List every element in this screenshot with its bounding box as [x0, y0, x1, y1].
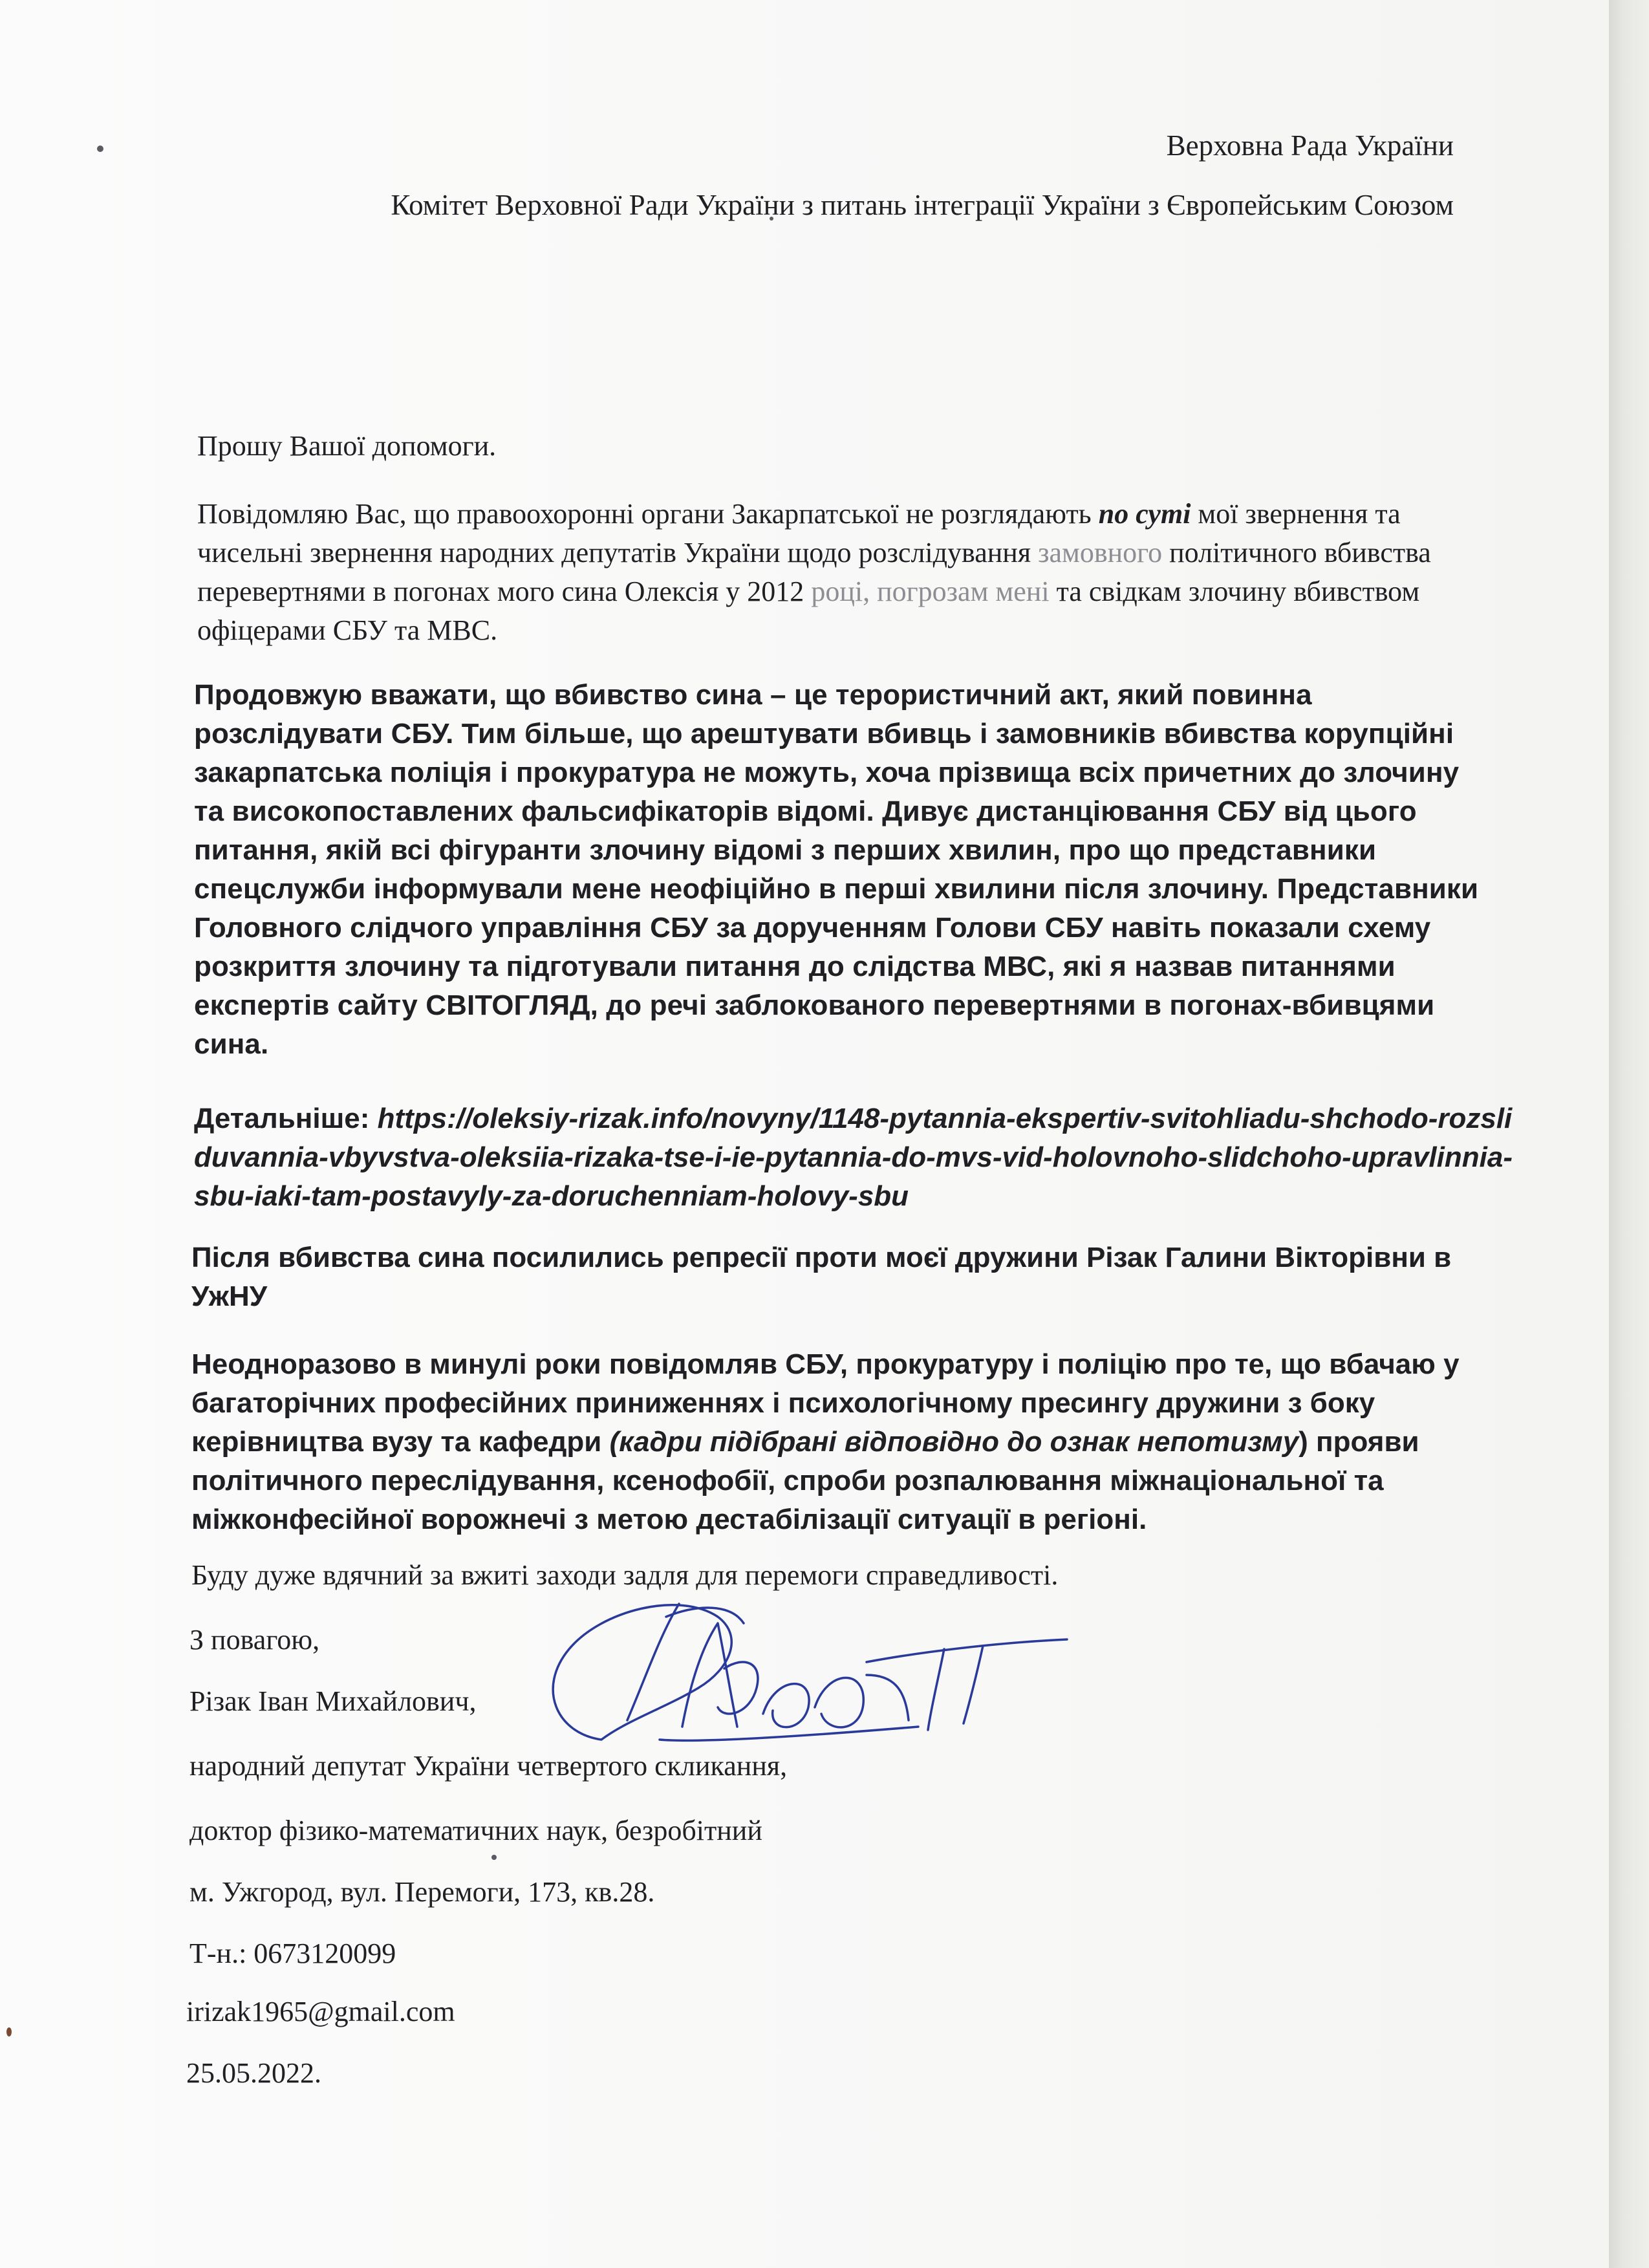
notify-paragraph — [197, 495, 1497, 650]
repression-paragraph: Після вбивства сина посилились репресії проти моєї дружини Різак Галини Вікторівни в УжНУ — [191, 1242, 1452, 1312]
thanks-line: Буду дуже вдячний за вжиті заходи задля для перемоги справедливості. — [191, 1559, 1059, 1591]
details-label: Детальніше: — [194, 1103, 378, 1134]
persecution-text: ) прояви політичного переслідування, ксенофобії, спроби розпалювання міжнаціональної та міжконфесійної ворожнечі з метою дестабілізації ситуації в регіоні. — [191, 1426, 1419, 1535]
handwritten-signature — [530, 1578, 1112, 1759]
notify-emphasis: по суті — [1098, 498, 1191, 530]
signatory-title: народний депутат України четвертого скликання, — [189, 1750, 788, 1782]
persecution-text: Неодноразово в минулі роки повідомляв СБУ, прокуратуру і поліцію про те, що вбачаю у багаторічних професійних приниженнях і психологічному пресингу дружини з боку керівництва вузу та кафедри — [191, 1348, 1460, 1458]
details-paragraph — [194, 1099, 1520, 1216]
signatory-name: Різак Іван Михайлович, — [189, 1685, 477, 1717]
scan-speck — [97, 146, 103, 152]
scan-speck — [491, 1855, 497, 1860]
persecution-italic-note: (кадри підібрані відповідно до ознак непотизму — [609, 1426, 1299, 1458]
notify-text: політичного вбивства перевертнями в погонах мого сина Олексія у 2012 — [197, 537, 1431, 607]
signatory-email: irizak1965@gmail.com — [186, 1996, 455, 2027]
addressee-parliament: Верховна Рада України — [1166, 129, 1454, 162]
details-link[interactable]: https://oleksiy-rizak.info/novyny/1148-pytannia-ekspertiv-svitohliadu-shchodo-rozsliduvannia-vbyvstva-oleksiia-rizaka-tse-i-ie-pytannia-do-mvs-vid-holovnoho-slidchoho-upravlinnia-sbu-iaki-tam-postavyly-za-doruchenniam-holovy-sbu — [194, 1103, 1513, 1212]
notify-text: мої звернення та чисельні звернення народних депутатів України щодо розслідування — [197, 498, 1401, 568]
notify-faded-text: замовного — [1038, 537, 1163, 568]
addressee-committee: Комітет Верховної Ради України з питань інтеграції України з Європейським Союзом — [391, 189, 1454, 221]
terror-paragraph: Продовжую вважати, що вбивство сина – це терористичний акт, який повинна розслідувати СБУ. Тим більше, що арештувати вбивць і замовників вбивства корупційні закарпатська поліція і прокуратура не можуть, хоча прізвища всіх причетних до злочину та високопоставлених фальсифікаторів відомі. Дивує дистанціювання СБУ від цього питання, якій всі фігуранти злочину відомі з перших хвилин, про що представники спецслужби інформували мене неофіційно в перші хвилини після злочину. Представники Головного слідчого управління СБУ за дорученням Голови СБУ навіть показали схему розкриття злочину та підготували питання до слідства МВС, які я назвав питаннями експертів сайту СВІТОГЛЯД, до речі заблокованого перевертнями в погонах-вбивцями сина. — [194, 679, 1479, 1060]
signatory-degree: доктор фізико-математичних наук, безробітний — [189, 1815, 762, 1846]
notify-text: Повідомляю Вас, що правоохоронні органи Закарпатської не розглядають — [197, 498, 1099, 530]
document-date: 25.05.2022. — [186, 2057, 321, 2089]
request-paragraph: Прошу Вашої допомоги. — [197, 430, 497, 462]
signatory-phone: Т-н.: 0673120099 — [189, 1938, 396, 1969]
scan-speck — [6, 2027, 12, 2036]
regards-line: З повагою, — [189, 1624, 320, 1656]
signatory-address: м. Ужгород, вул. Перемоги, 173, кв.28. — [189, 1876, 655, 1908]
notify-faded-text: році, погрозам мені — [811, 576, 1050, 607]
scanner-edge — [1609, 0, 1649, 2268]
persecution-paragraph — [191, 1345, 1517, 1539]
notify-text: та свідкам злочину вбивством офіцерами СБУ та МВС. — [197, 576, 1420, 646]
